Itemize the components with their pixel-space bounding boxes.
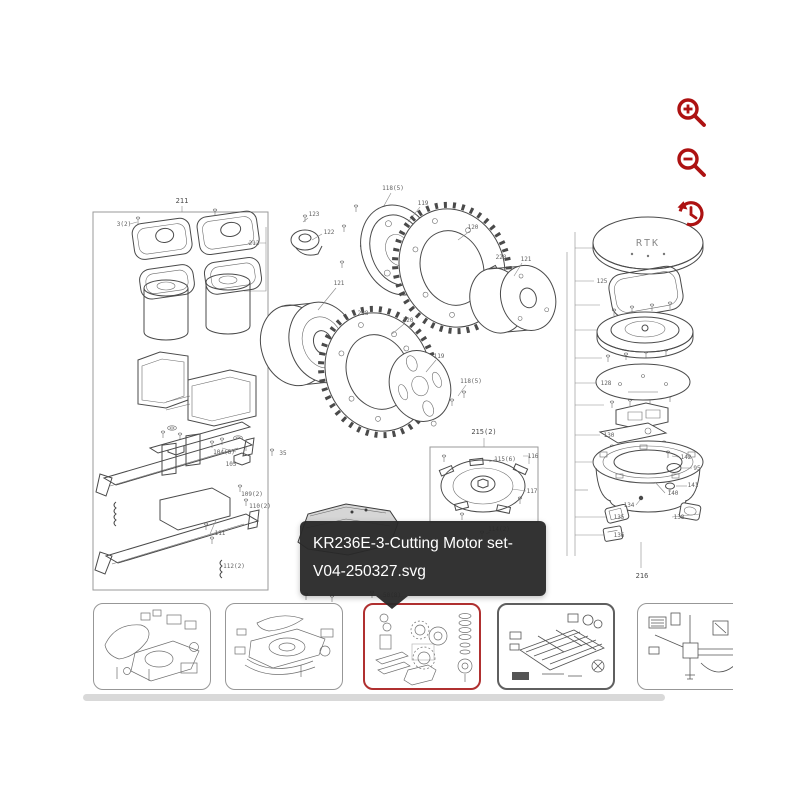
part-label: 123 [308,211,320,218]
part-label: 136 [613,532,625,539]
caster-wheel [291,215,322,255]
cutting-motor-left [144,280,188,340]
part-label: 138 [673,514,685,521]
part-label: 142 [680,454,692,461]
zoom-out-button[interactable] [674,146,710,182]
reset-history-icon [674,198,706,230]
rtk-housing [593,441,703,512]
part-label: 120 [402,317,414,324]
part-label: 216 [635,572,649,580]
part-label: 3(2) [116,221,132,228]
cutting-motor-right [206,274,250,334]
part-label: 141 [687,482,699,489]
viewer-toolbar [672,96,712,232]
part-label: 95 [693,465,701,472]
part-label: 35 [279,450,287,457]
part-label: 118(5) [382,185,404,192]
part-label: 115(6) [494,456,516,463]
thumbnail-wiring[interactable] [637,603,733,690]
thumbnail-strip [0,600,733,695]
part-label: 105 [225,461,237,468]
part-label: 111 [214,530,226,537]
part-label: 122 [323,229,335,236]
thumbnail-body-cover[interactable] [93,603,211,690]
tooltip-line-2: V04-250327.svg [313,563,426,580]
part-label: 118(5) [460,378,482,385]
part-label: 112(2) [223,563,245,570]
part-label: 212 [248,240,260,247]
tooltip-line-1: KR236E-3-Cutting Motor set- [313,535,513,552]
cutting-disc-box [430,438,538,522]
part-label: 228 [357,310,369,317]
part-label: 135 [613,514,625,521]
part-label: 121 [520,256,532,263]
part-label: 211 [175,197,189,205]
motor-bracket [138,352,256,426]
part-label: 119 [433,353,445,360]
zoom-in-icon [674,96,710,132]
part-label: 134 [623,502,635,509]
part-label: 104(6) [213,449,235,456]
tooltip-arrow [376,596,408,609]
part-label: 117 [526,488,538,495]
part-label: 120 [467,224,479,231]
motor-mount-box [93,206,268,590]
part-label: 128 [600,380,612,387]
thumbnail-chassis-deck[interactable] [225,603,343,690]
part-label: 130 [603,432,615,439]
part-label: 116 [527,453,539,460]
reset-view-button[interactable] [674,196,710,232]
part-label: 110(2) [249,503,271,510]
part-label: 228 [495,254,507,261]
part-label: RTK [635,238,661,249]
thumbnail-deck-grid[interactable] [497,603,615,690]
part-label: 140 [667,490,679,497]
frame-assembly [95,422,259,578]
zoom-out-icon [674,146,710,182]
part-label: 125 [596,278,608,285]
thumbnail-cutting-motor-set[interactable] [363,603,481,690]
part-label: 215(2) [471,428,497,436]
filename-tooltip [300,521,546,596]
part-label: 121 [333,280,345,287]
part-label: 119 [417,200,429,207]
horizontal-scrollbar[interactable] [83,694,665,701]
zoom-in-button[interactable] [674,96,710,132]
part-label: 109(2) [241,491,263,498]
